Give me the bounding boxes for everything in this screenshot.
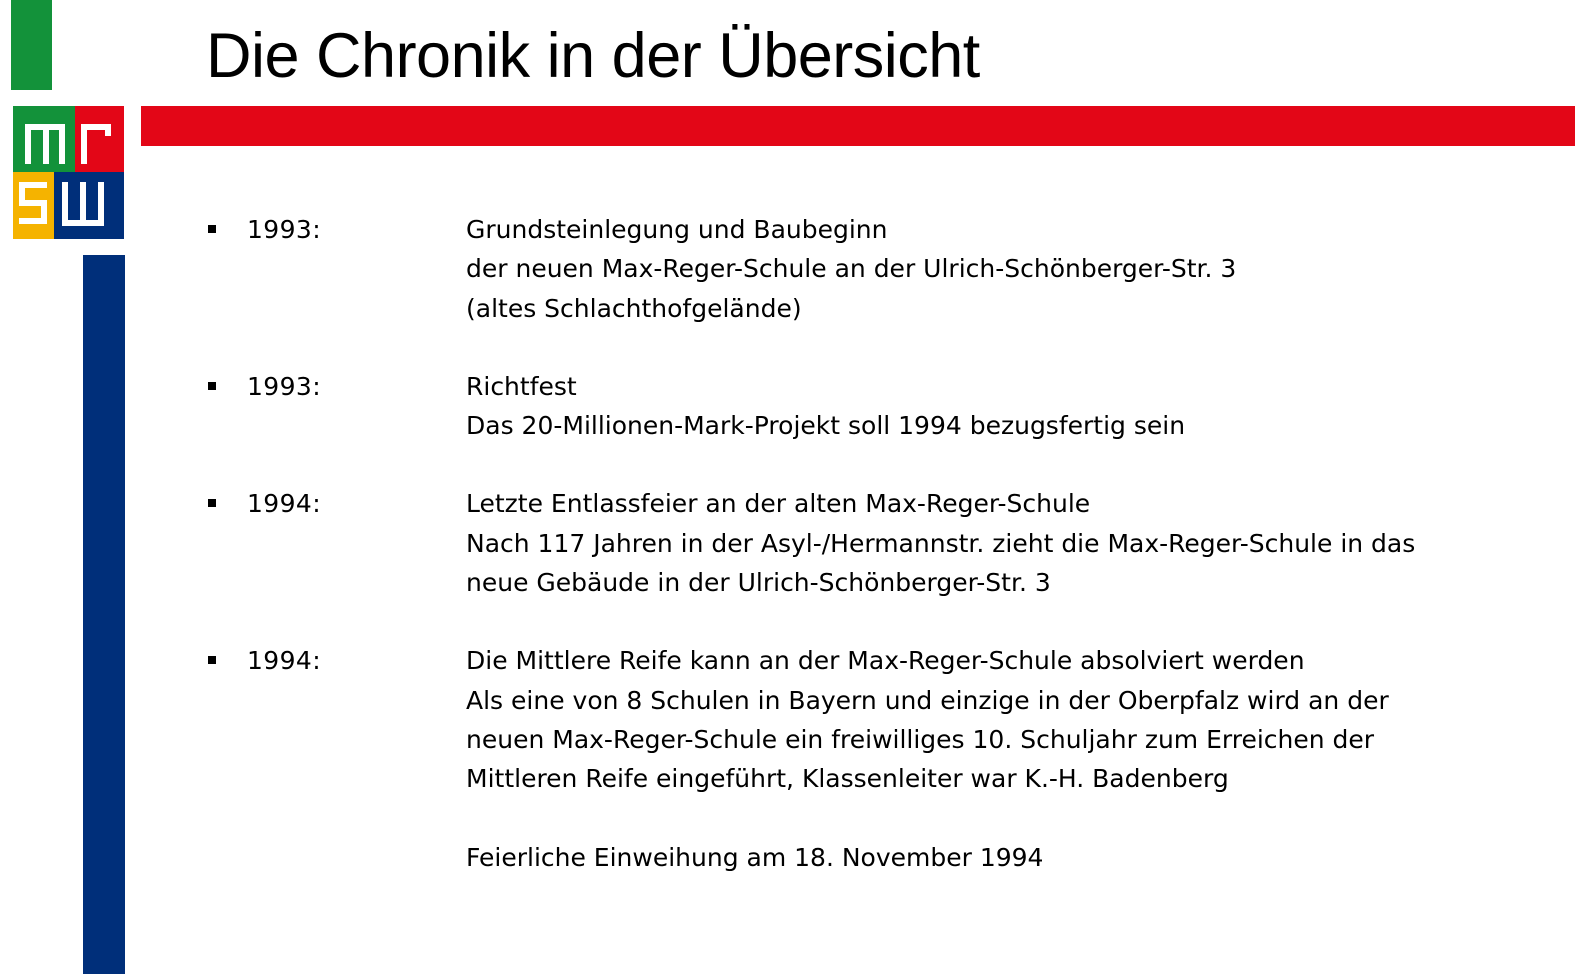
red-header-bar bbox=[141, 106, 1575, 146]
entry-description bbox=[466, 484, 1511, 602]
entry-line: Feierliche Einweihung am 18. November 1994 bbox=[466, 842, 1044, 872]
entry-line bbox=[466, 799, 1511, 838]
entry-year: 1994: bbox=[247, 489, 322, 519]
entry-line: Richtfest bbox=[466, 371, 577, 401]
bullet-icon bbox=[208, 499, 216, 507]
page-title: Die Chronik in der Übersicht bbox=[206, 21, 980, 91]
entry-line: der neuen Max-Reger-Schule an der Ulrich-Schönberger-Str. 3 bbox=[466, 254, 1237, 284]
entry-line: Nach 117 Jahren in der Asyl-/Hermannstr. zieht die Max-Reger-Schule in das bbox=[466, 528, 1416, 558]
entry-description bbox=[466, 210, 1511, 328]
chronicle-list bbox=[0, 210, 1575, 916]
chronicle-entry bbox=[0, 484, 1575, 602]
entry-line: (altes Schlachthofgelände) bbox=[466, 293, 802, 323]
entry-year: 1993: bbox=[247, 215, 322, 244]
bullet-icon bbox=[208, 382, 216, 390]
chronicle-entry bbox=[0, 367, 1575, 446]
entry-line: Mittleren Reife eingeführt, Klassenleiter war K.-H. Badenberg bbox=[466, 764, 1229, 794]
entry-line: Als eine von 8 Schulen in Bayern und einzige in der Oberpfalz wird an der bbox=[466, 685, 1389, 715]
bullet-icon bbox=[208, 656, 216, 664]
entry-line: Letzte Entlassfeier an der alten Max-Reger-Schule bbox=[466, 489, 1091, 519]
entry-line: Das 20-Millionen-Mark-Projekt soll 1994 bezugsfertig sein bbox=[466, 411, 1186, 441]
green-accent-bar bbox=[11, 0, 52, 90]
entry-line: neuen Max-Reger-Schule ein freiwilliges 10. Schuljahr zum Erreichen der bbox=[466, 724, 1375, 754]
entry-description bbox=[466, 367, 1511, 446]
entry-line: neue Gebäude in der Ulrich-Schönberger-Str. 3 bbox=[466, 568, 1051, 598]
chronicle-entry bbox=[0, 641, 1575, 877]
bullet-icon bbox=[208, 225, 216, 233]
entry-description bbox=[466, 641, 1511, 877]
entry-line: Die Mittlere Reife kann an der Max-Reger-Schule absolviert werden bbox=[466, 646, 1305, 676]
entry-year: 1994: bbox=[247, 646, 322, 676]
chronicle-entry bbox=[0, 210, 1575, 328]
entry-year: 1993: bbox=[247, 371, 322, 401]
entry-line: Grundsteinlegung und Baubeginn bbox=[466, 215, 888, 244]
